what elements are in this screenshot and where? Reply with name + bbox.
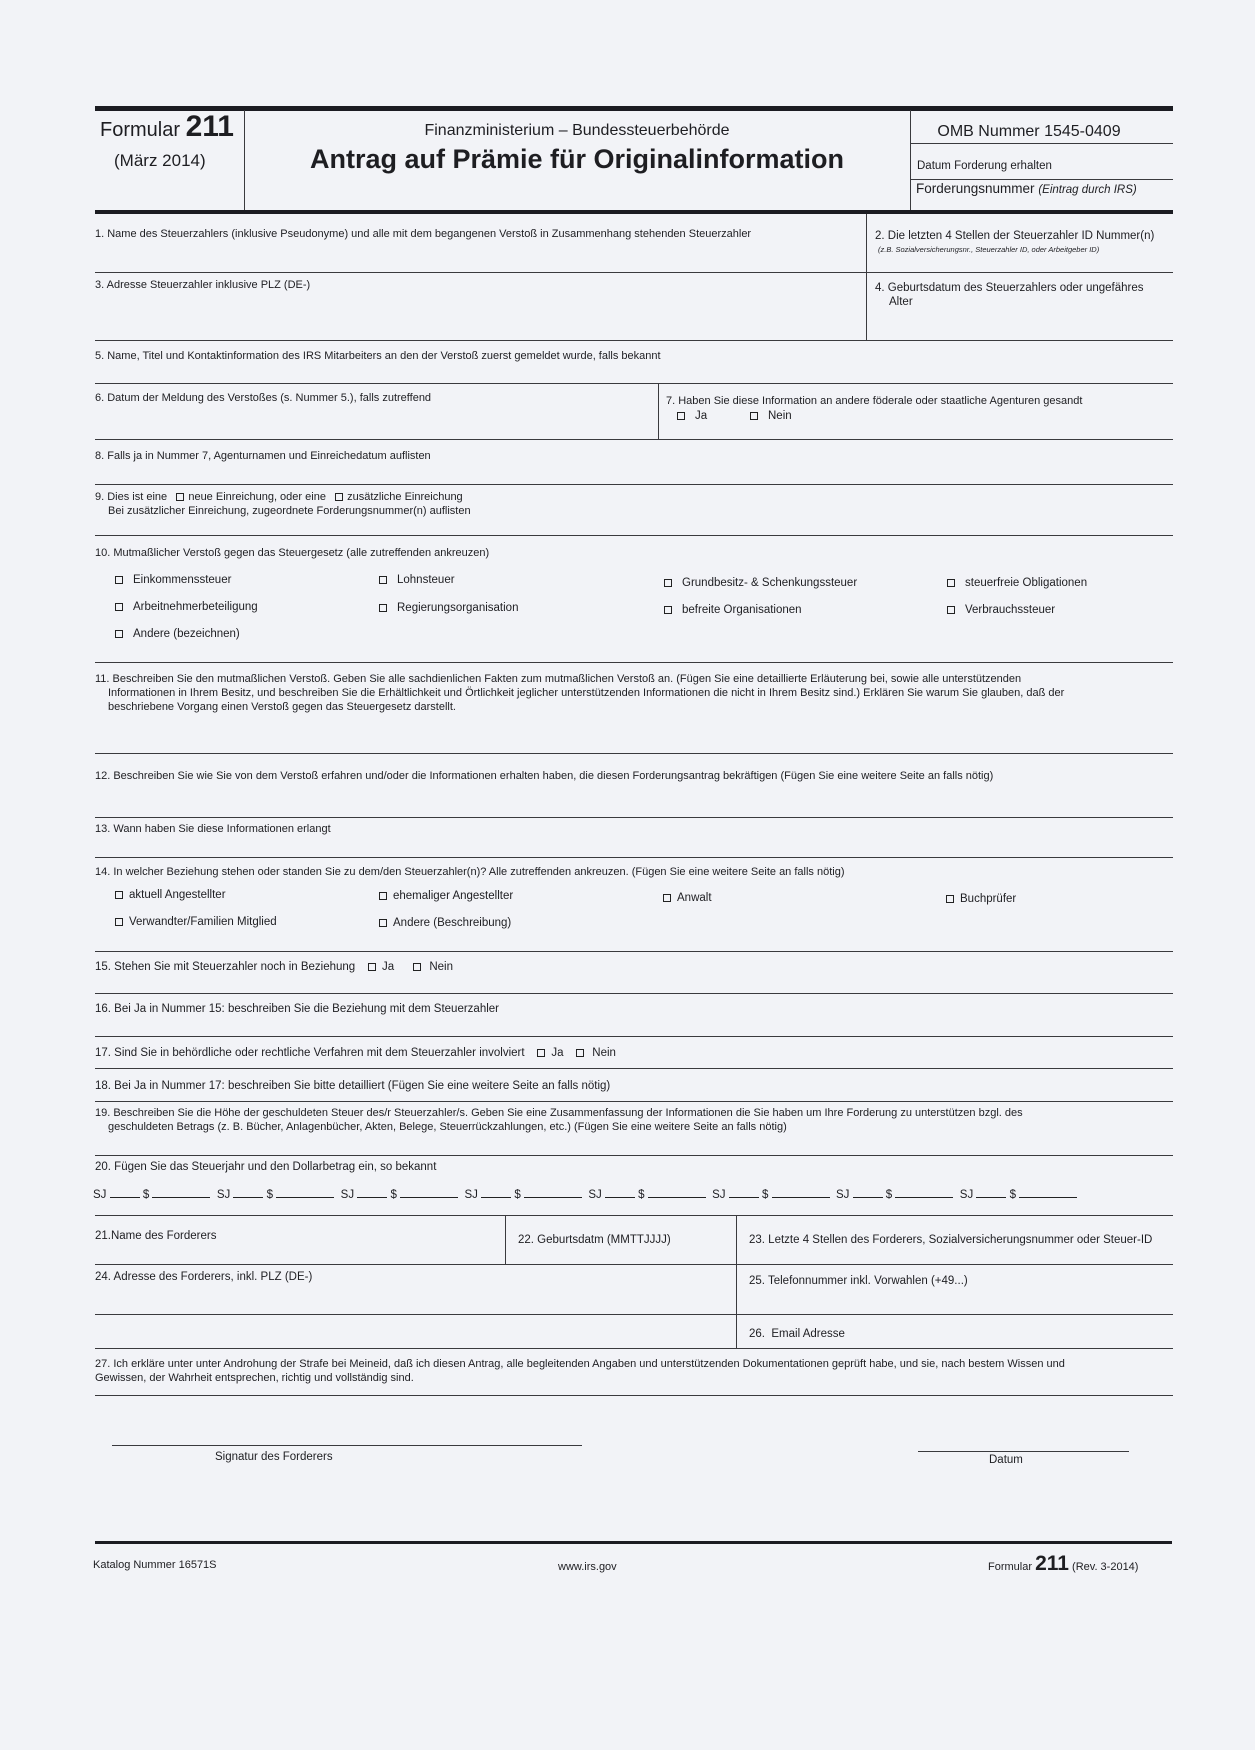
- field-6-label: 6. Datum der Meldung des Verstoßes (s. Nummer 5.), falls zutreffend: [95, 392, 432, 404]
- option-label: Verbrauchssteuer: [965, 604, 1056, 616]
- tax-year-entry[interactable]: [341, 1189, 458, 1201]
- sj-blank[interactable]: [605, 1186, 635, 1198]
- option-label: befreite Organisationen: [682, 604, 802, 616]
- field-10-label: 10. Mutmaßlicher Verstoß gegen das Steuergesetz (alle zutreffenden ankreuzen): [95, 547, 490, 559]
- field-19-label: 19. Beschreiben Sie die Höhe der geschuldeten Steuer des/r Steuerzahler/s. Geben Sie eine Zusammenfassung der Informationen die Sie haben um Ihre Forderung zu unterstützen bzgl. des: [95, 1107, 1023, 1119]
- checkbox[interactable]: [379, 919, 387, 927]
- date-received-field[interactable]: Datum Forderung erhalten: [917, 160, 1052, 172]
- option-label: Nein: [429, 961, 453, 973]
- checkbox-new-submission[interactable]: [176, 493, 184, 501]
- agency-name: Finanzministerium – Bundessteuerbehörde: [424, 122, 730, 139]
- divider: [736, 1215, 737, 1348]
- amount-blank[interactable]: [524, 1186, 582, 1198]
- field-1-label: 1. Name des Steuerzahlers (inklusive Pseudonyme) und alle mit dem begangenen Verstoß in Zusammenhang stehenden Steuerzahler: [95, 228, 752, 240]
- checkbox-15-yes[interactable]: [368, 963, 376, 971]
- option-label: Regierungsorganisation: [397, 602, 519, 614]
- relationship-option[interactable]: [663, 892, 712, 904]
- amount-blank[interactable]: [152, 1186, 210, 1198]
- violation-option[interactable]: [115, 628, 240, 640]
- field-9-line2: Bei zusätzlicher Einreichung, zugeordnete Forderungsnummer(n) auflisten: [108, 505, 471, 517]
- checkbox[interactable]: [664, 606, 672, 614]
- violation-option[interactable]: [664, 577, 857, 589]
- tax-year-entry[interactable]: [588, 1189, 705, 1201]
- relationship-option[interactable]: [115, 889, 226, 901]
- divider: [95, 1314, 1173, 1315]
- sj-blank[interactable]: [481, 1186, 511, 1198]
- field-7-label: 7. Haben Sie diese Information an andere föderale oder staatliche Agenturen gesandt: [666, 395, 1083, 407]
- divider: [658, 383, 659, 439]
- violation-option[interactable]: [115, 601, 258, 613]
- option-label: Nein: [768, 410, 792, 422]
- field-11-line2: Informationen in Ihrem Besitz, und beschreiben Sie die Erhältlichkeit und Örtlichkeit jeglicher unterstützenden Informationen die nicht in Ihrem Besitz sind.) Erklären Sie warum Sie glauben, daß der: [108, 687, 1065, 699]
- field-26-label: 26. Email Adresse: [749, 1328, 845, 1340]
- field-27-line2: Gewissen, der Wahrheit entsprechen, richtig und vollständig sind.: [95, 1372, 414, 1384]
- checkbox[interactable]: [664, 579, 672, 587]
- field-19-line2: geschuldeten Betrags (z. B. Bücher, Anlagenbücher, Akten, Belege, Steuerrückzahlungen, etc.) (Fügen Sie eine weitere Seite an falls nötig): [108, 1121, 787, 1133]
- option-label: Ja: [551, 1047, 564, 1059]
- relationship-option[interactable]: [946, 893, 1016, 905]
- checkbox-17-no[interactable]: [576, 1049, 584, 1057]
- divider: [910, 143, 1173, 144]
- field-20-label: 20. Fügen Sie das Steuerjahr und den Dollarbetrag ein, so bekannt: [95, 1161, 437, 1173]
- signature-line[interactable]: [112, 1445, 582, 1446]
- tax-year-entry[interactable]: [93, 1189, 210, 1201]
- dollar-label: $: [390, 1189, 397, 1201]
- divider: [505, 1215, 506, 1264]
- field-15-label: 15. Stehen Sie mit Steuerzahler noch in Beziehung: [95, 961, 356, 973]
- divider: [95, 340, 1173, 341]
- option-label: neue Einreichung, oder eine: [188, 491, 326, 503]
- field-9-prefix: 9. Dies ist eine: [95, 491, 168, 503]
- footer-revision: (Rev. 3-2014): [1072, 1561, 1139, 1573]
- option-label: Verwandter/Familien Mitglied: [129, 916, 277, 928]
- divider: [95, 272, 1173, 273]
- field-11-line3: beschriebene Vorgang einen Verstoß gegen das Steuergesetz darstellt.: [108, 701, 456, 713]
- relationship-option[interactable]: [379, 917, 511, 929]
- dollar-label: $: [638, 1189, 645, 1201]
- option-label: Anwalt: [677, 892, 712, 904]
- field-24-label: 24. Adresse des Forderers, inkl. PLZ (DE-): [95, 1271, 313, 1283]
- dollar-label: $: [761, 1189, 769, 1201]
- field-27-label: 27. Ich erkläre unter unter Androhung der Strafe bei Meineid, daß ich diesen Antrag, alle begleitenden Angaben und unterstützenden Dokumentationen geprüft habe, und sie, nach bestem Wissen und: [95, 1358, 1065, 1370]
- field-17-row: [95, 1046, 616, 1060]
- divider: [95, 383, 1173, 384]
- field-12-label: 12. Beschreiben Sie wie Sie von dem Verstoß erfahren und/oder die Informationen erhalten haben, die diesen Forderungsantrag bekräftigen (Fügen Sie eine weitere Seite an falls nötig): [95, 770, 994, 782]
- divider: [95, 1068, 1173, 1069]
- divider: [95, 1215, 1173, 1216]
- divider: [910, 179, 1173, 180]
- footer-form-label: Formular: [988, 1561, 1033, 1573]
- tax-year-entry[interactable]: [960, 1189, 1077, 1201]
- violation-option[interactable]: [664, 604, 802, 616]
- field-2-label: 2. Die letzten 4 Stellen der Steuerzahler ID Nummer(n): [875, 230, 1155, 242]
- field-4-label-line2: Alter: [889, 296, 913, 308]
- form-number: 211: [185, 110, 234, 143]
- checkbox[interactable]: [115, 603, 123, 611]
- dollar-label: $: [514, 1189, 521, 1201]
- checkbox[interactable]: [115, 891, 123, 899]
- claim-number-label: Forderungsnummer: [916, 181, 1035, 196]
- amount-blank[interactable]: [895, 1186, 953, 1198]
- option-label: Nein: [592, 1047, 616, 1059]
- checkbox[interactable]: [947, 606, 955, 614]
- sj-label: SJ: [464, 1189, 478, 1201]
- sj-blank[interactable]: [976, 1186, 1006, 1198]
- field-15-row: [95, 960, 453, 974]
- checkbox-17-yes[interactable]: [537, 1049, 545, 1057]
- divider: [95, 1036, 1173, 1037]
- page-title: Antrag auf Prämie für Originalinformation: [309, 144, 845, 174]
- checkbox[interactable]: [750, 412, 758, 420]
- field-25-label: 25. Telefonnummer inkl. Vorwahlen (+49...): [749, 1275, 968, 1287]
- field-16-label: 16. Bei Ja in Nummer 15: beschreiben Sie die Beziehung mit dem Steuerzahler: [95, 1003, 499, 1015]
- divider: [95, 484, 1173, 485]
- violation-option[interactable]: [947, 604, 1055, 616]
- divider: [95, 662, 1173, 663]
- amount-blank[interactable]: [1019, 1186, 1077, 1198]
- field-17-label: 17. Sind Sie in behördliche oder rechtliche Verfahren mit dem Steuerzahler involviert: [95, 1047, 525, 1059]
- field-8-label: 8. Falls ja in Nummer 7, Agenturnamen und Einreichedatum auflisten: [95, 450, 431, 462]
- relationship-option[interactable]: [379, 890, 513, 902]
- option-label: zusätzliche Einreichung: [347, 491, 463, 503]
- field-3-label: 3. Adresse Steuerzahler inklusive PLZ (DE-): [95, 279, 311, 291]
- option-label: Ja: [381, 961, 395, 973]
- field-13-label: 13. Wann haben Sie diese Informationen erlangt: [95, 823, 331, 835]
- sj-label: SJ: [835, 1189, 850, 1201]
- date-line[interactable]: [918, 1451, 1129, 1452]
- checkbox-additional-submission[interactable]: [335, 493, 343, 501]
- dollar-label: $: [142, 1189, 150, 1201]
- option-label: Andere (bezeichnen): [133, 628, 240, 640]
- website-link[interactable]: www.irs.gov: [558, 1561, 617, 1573]
- checkbox[interactable]: [379, 604, 387, 612]
- divider: [95, 753, 1173, 754]
- divider: [95, 817, 1173, 818]
- sj-blank[interactable]: [110, 1186, 140, 1198]
- sj-label: SJ: [712, 1189, 726, 1201]
- catalog-number: Katalog Nummer 16571S: [93, 1559, 217, 1571]
- amount-blank[interactable]: [648, 1186, 706, 1198]
- checkbox[interactable]: [677, 412, 685, 420]
- signature-label: Signatur des Forderers: [215, 1451, 333, 1463]
- violation-option[interactable]: [379, 574, 455, 586]
- field-9-label: [95, 490, 463, 504]
- divider: [95, 1101, 1173, 1102]
- sj-label: SJ: [340, 1189, 355, 1201]
- divider: [95, 857, 1173, 858]
- divider: [95, 951, 1173, 952]
- field-11-label: 11. Beschreiben Sie den mutmaßlichen Verstoß. Geben Sie alle sachdienlichen Fakten zum mutmaßlichen Verstoß an. (Fügen Sie eine detaillierte Erläuterung bei, sowie alle unterstützenden: [95, 673, 1022, 685]
- divider: [95, 1395, 1173, 1396]
- violation-option[interactable]: [115, 574, 231, 586]
- field-2-note: (z.B. Sozialversicherungsnr., Steuerzahler ID, oder Arbeitgeber ID): [878, 245, 1100, 254]
- field-7-no[interactable]: [750, 410, 792, 422]
- dollar-label: $: [266, 1189, 274, 1201]
- dollar-label: $: [1009, 1189, 1017, 1201]
- tax-year-entry[interactable]: [464, 1189, 581, 1201]
- divider: [95, 535, 1173, 536]
- option-label: Arbeitnehmerbeteiligung: [133, 601, 258, 613]
- checkbox[interactable]: [379, 576, 387, 584]
- amount-blank[interactable]: [772, 1186, 830, 1198]
- checkbox[interactable]: [946, 895, 954, 903]
- option-label: steuerfreie Obligationen: [965, 577, 1088, 589]
- checkbox[interactable]: [115, 630, 123, 638]
- sj-label: SJ: [959, 1189, 974, 1201]
- option-label: Lohnsteuer: [397, 574, 455, 586]
- sj-blank[interactable]: [729, 1186, 759, 1198]
- divider: [95, 439, 1173, 440]
- violation-option[interactable]: [947, 577, 1087, 589]
- field-7-yes[interactable]: [677, 410, 707, 422]
- omb-number: OMB Nummer 1545-0409: [937, 123, 1121, 140]
- checkbox[interactable]: [115, 576, 123, 584]
- option-label: Grundbesitz- & Schenkungssteuer: [682, 577, 858, 589]
- divider: [95, 993, 1173, 994]
- tax-year-entry[interactable]: [836, 1189, 953, 1201]
- sj-label: SJ: [93, 1189, 107, 1201]
- field-4-label: 4. Geburtsdatum des Steuerzahlers oder ungefähres: [875, 282, 1144, 294]
- option-label: Einkommenssteuer: [133, 574, 232, 586]
- sj-label: SJ: [588, 1189, 602, 1201]
- sj-label: SJ: [216, 1189, 231, 1201]
- divider: [95, 1264, 1173, 1265]
- footer-form-id: [988, 1553, 1138, 1578]
- divider: [95, 1348, 1173, 1349]
- form-id: [100, 110, 234, 144]
- divider: [95, 1155, 1173, 1156]
- field-18-label: 18. Bei Ja in Nummer 17: beschreiben Sie bitte detailliert (Fügen Sie eine weitere Seite an falls nötig): [95, 1080, 611, 1092]
- divider: [866, 214, 867, 341]
- option-label: ehemaliger Angestellter: [393, 890, 514, 902]
- option-label: aktuell Angestellter: [129, 889, 226, 901]
- tax-year-amount-row: [93, 1186, 1077, 1202]
- tax-year-entry[interactable]: [217, 1189, 334, 1201]
- field-22-label: 22. Geburtsdatm (MMTTJJJJ): [518, 1234, 671, 1246]
- checkbox-15-no[interactable]: [413, 963, 421, 971]
- claim-number-field[interactable]: [916, 181, 1137, 196]
- relationship-option[interactable]: [115, 916, 277, 928]
- field-14-label: 14. In welcher Beziehung stehen oder standen Sie zu dem/den Steuerzahler(n)? Alle zutreffenden ankreuzen. (Fügen Sie eine weitere Seite an falls nötig): [95, 866, 845, 878]
- footer-form-number: 211: [1035, 1552, 1069, 1575]
- checkbox[interactable]: [947, 579, 955, 587]
- date-label: Datum: [989, 1454, 1023, 1466]
- header-bottom-rule: [95, 210, 1173, 214]
- field-21-label: 21.Name des Forderers: [95, 1230, 217, 1242]
- amount-blank[interactable]: [400, 1186, 458, 1198]
- field-5-label: 5. Name, Titel und Kontaktinformation des IRS Mitarbeiters an den der Verstoß zuerst gemeldet wurde, falls bekannt: [95, 350, 661, 362]
- sj-blank[interactable]: [233, 1186, 263, 1198]
- dollar-label: $: [885, 1189, 893, 1201]
- violation-option[interactable]: [379, 602, 518, 614]
- sj-blank[interactable]: [853, 1186, 883, 1198]
- checkbox[interactable]: [379, 892, 387, 900]
- option-label: Buchprüfer: [960, 893, 1017, 905]
- form-date: (März 2014): [114, 151, 206, 170]
- footer-rule: [95, 1541, 1172, 1544]
- claim-number-note: (Eintrag durch IRS): [1038, 184, 1137, 196]
- checkbox[interactable]: [663, 894, 671, 902]
- form-label: Formular: [100, 119, 181, 141]
- sj-blank[interactable]: [357, 1186, 387, 1198]
- tax-year-entry[interactable]: [712, 1189, 829, 1201]
- option-label: Ja: [695, 410, 708, 422]
- checkbox[interactable]: [115, 918, 123, 926]
- header-top-rule: [95, 106, 1173, 111]
- option-label: Andere (Beschreibung): [393, 917, 512, 929]
- field-23-label: 23. Letzte 4 Stellen des Forderers, Sozialversicherungsnummer oder Steuer-ID: [749, 1234, 1153, 1246]
- amount-blank[interactable]: [276, 1186, 334, 1198]
